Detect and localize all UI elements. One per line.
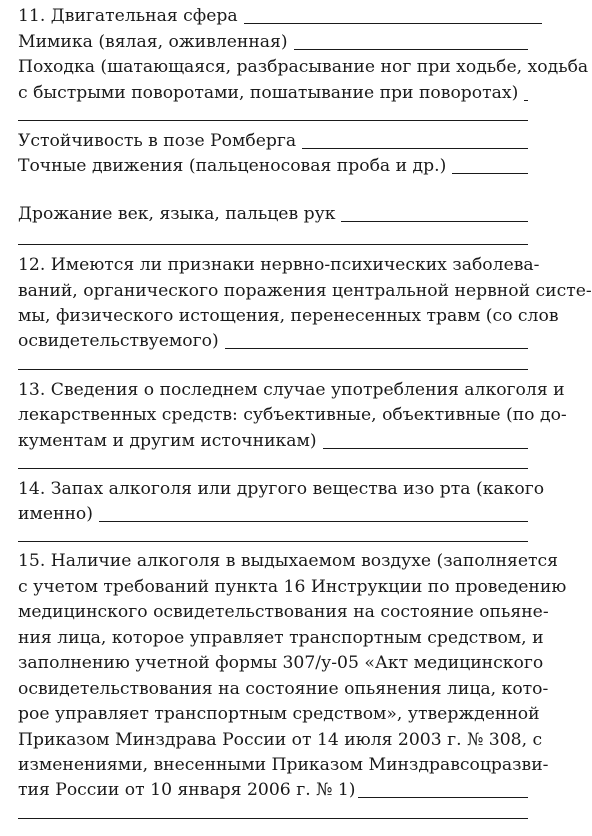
s15-line-6 <box>18 676 549 702</box>
precise-movements-row <box>18 153 528 179</box>
mimic-field[interactable] <box>294 48 528 50</box>
mimic-label: Мимика (вялая, оживленная) <box>18 32 288 52</box>
last-alcohol-use-field[interactable] <box>323 447 528 449</box>
s14-extra-line[interactable] <box>18 541 528 542</box>
s15-line-2 <box>18 574 567 600</box>
precise-movements-label: Точные движения (пальценосовая проба и др.) <box>18 156 447 176</box>
motor-sphere-field[interactable] <box>244 22 542 24</box>
s12-answer-row <box>18 328 528 354</box>
breath-alcohol-field[interactable] <box>358 796 529 798</box>
s15-line-3 <box>18 599 549 625</box>
s15-text-10: тия России от 10 января 2006 г. № 1) <box>18 780 356 800</box>
motor-sphere-label: 11. Двигательная сфера <box>18 6 238 26</box>
s12-text-4: освидетельствуемого) <box>18 331 219 351</box>
s15-line-8 <box>18 727 543 753</box>
s15-extra-line[interactable] <box>18 818 528 819</box>
s14-text-1: 14. Запах алкоголя или другого вещества изо рта (какого <box>18 479 545 499</box>
tremor-extra-line[interactable] <box>18 244 528 245</box>
s14-text-2: именно) <box>18 504 93 524</box>
alcohol-smell-field[interactable] <box>99 520 528 522</box>
s13-answer-row <box>18 428 528 454</box>
romberg-row <box>18 128 528 154</box>
s13-text-1: 13. Сведения о последнем случае употребления алкоголя и <box>18 380 565 400</box>
s14-line-1 <box>18 476 545 502</box>
tremor-field[interactable] <box>341 220 528 222</box>
s15-text-9: изменениями, внесенными Приказом Минздравсоцразви- <box>18 755 549 775</box>
mimic-row <box>18 29 528 55</box>
tremor-row <box>18 201 528 227</box>
romberg-label: Устойчивость в позе Ромберга <box>18 131 297 151</box>
s13-line-1 <box>18 377 565 403</box>
gait-label-2: с быстрыми поворотами, пошатывание при поворотах) <box>18 83 519 103</box>
s15-line-7 <box>18 701 540 727</box>
s12-text-1: 12. Имеются ли признаки нервно-психических заболева- <box>18 255 540 275</box>
s15-text-2: с учетом требований пункта 16 Инструкции по проведению <box>18 577 567 597</box>
s14-answer-row <box>18 501 528 527</box>
gait-label-1: Походка (шатающаяся, разбрасывание ног при ходьбе, ходьба <box>18 57 589 77</box>
s13-line-2 <box>18 402 567 428</box>
s15-text-1: 15. Наличие алкоголя в выдыхаемом воздухе (заполняется <box>18 551 559 571</box>
s15-text-5: заполнению учетной формы 307/у-05 «Акт медицинского <box>18 653 544 673</box>
s15-text-8: Приказом Минздрава России от 14 июля 2003 г. № 308, с <box>18 730 543 750</box>
tremor-label: Дрожание век, языка, пальцев рук <box>18 204 336 224</box>
s12-line-2 <box>18 278 592 304</box>
s15-line-5 <box>18 650 544 676</box>
gait-extra-line[interactable] <box>18 120 528 121</box>
gait-field[interactable] <box>524 99 528 101</box>
s15-text-3: медицинского освидетельствования на состояние опьяне- <box>18 602 549 622</box>
precise-movements-field[interactable] <box>452 172 528 174</box>
s13-text-3: кументам и другим источникам) <box>18 431 317 451</box>
s12-line-1 <box>18 252 540 278</box>
s15-answer-row <box>18 777 528 803</box>
romberg-field[interactable] <box>302 147 528 149</box>
s15-text-4: ния лица, которое управляет транспортным средством, и <box>18 628 544 648</box>
gait-row <box>18 80 528 106</box>
motor-sphere-row <box>18 3 528 29</box>
s15-line-9 <box>18 752 549 778</box>
nervous-disease-field[interactable] <box>225 347 528 349</box>
gait-line-1 <box>18 54 589 80</box>
s15-line-1 <box>18 548 559 574</box>
s15-line-4 <box>18 625 544 651</box>
s12-line-3 <box>18 303 559 329</box>
s12-extra-line[interactable] <box>18 369 528 370</box>
s12-text-3: мы, физического истощения, перенесенных травм (со слов <box>18 306 559 326</box>
s13-text-2: лекарственных средств: субъективные, объективные (по до- <box>18 405 567 425</box>
s13-extra-line[interactable] <box>18 468 528 469</box>
s15-text-7: рое управляет транспортным средством», утвержденной <box>18 704 540 724</box>
s15-text-6: освидетельствования на состояние опьянения лица, кото- <box>18 679 549 699</box>
s12-text-2: ваний, органического поражения центральной нервной систе- <box>18 281 592 301</box>
